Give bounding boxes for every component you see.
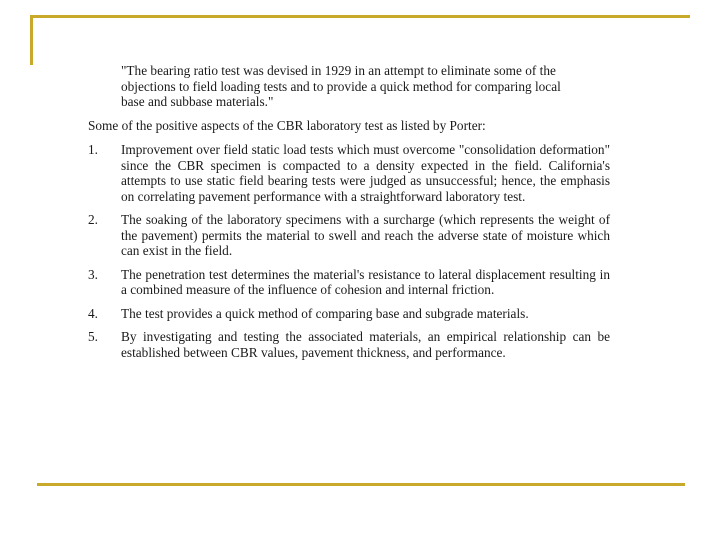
slide-frame-left	[30, 15, 33, 65]
list-item	[88, 212, 610, 259]
list-item-number: 2.	[88, 212, 98, 227]
list-item-number: 3.	[88, 266, 98, 282]
list-item	[88, 142, 610, 204]
intro-paragraph: Some of the positive aspects of the CBR laboratory test as listed by Porter:	[88, 117, 486, 133]
list-item-text: The test provides a quick method of comparing base and subgrade materials.	[121, 305, 529, 321]
list-item	[88, 306, 610, 322]
list-item-text: By investigating and testing the associated materials, an empirical relationship can be established between CBR values, pavement thickness, and performance.	[121, 329, 610, 360]
list-item	[88, 267, 610, 298]
slide-content	[88, 63, 610, 368]
list-item-text: The soaking of the laboratory specimens with a surcharge (which represents the weight of the pavement) permits the material to swell and reach the adverse state of moisture which can exist in the field.	[121, 212, 610, 258]
slide-frame-bottom	[37, 483, 685, 486]
slide-frame-top	[30, 15, 690, 18]
list-item-text: The penetration test determines the material's resistance to lateral displacement resulting in a combined measure of the influence of cohesion and internal friction.	[121, 266, 610, 297]
list-item-number: 1.	[88, 142, 98, 157]
list-item-number: 5.	[88, 329, 98, 344]
list-item	[88, 329, 610, 360]
list-item-text: Improvement over field static load tests which must overcome "consolidation deformation" since the CBR specimen is compacted to a density expected in the field. California's attempts to use static field bearing tests were judged as unsuccessful; hence, the emphasis on correlating pavement performance with a straightforward laboratory test.	[121, 142, 610, 204]
list-item-number: 4.	[88, 305, 98, 321]
quote-paragraph: "The bearing ratio test was devised in 1929 in an attempt to eliminate some of the objections to field loading tests and to provide a quick method for comparing local base and subbase materials."	[121, 63, 561, 109]
